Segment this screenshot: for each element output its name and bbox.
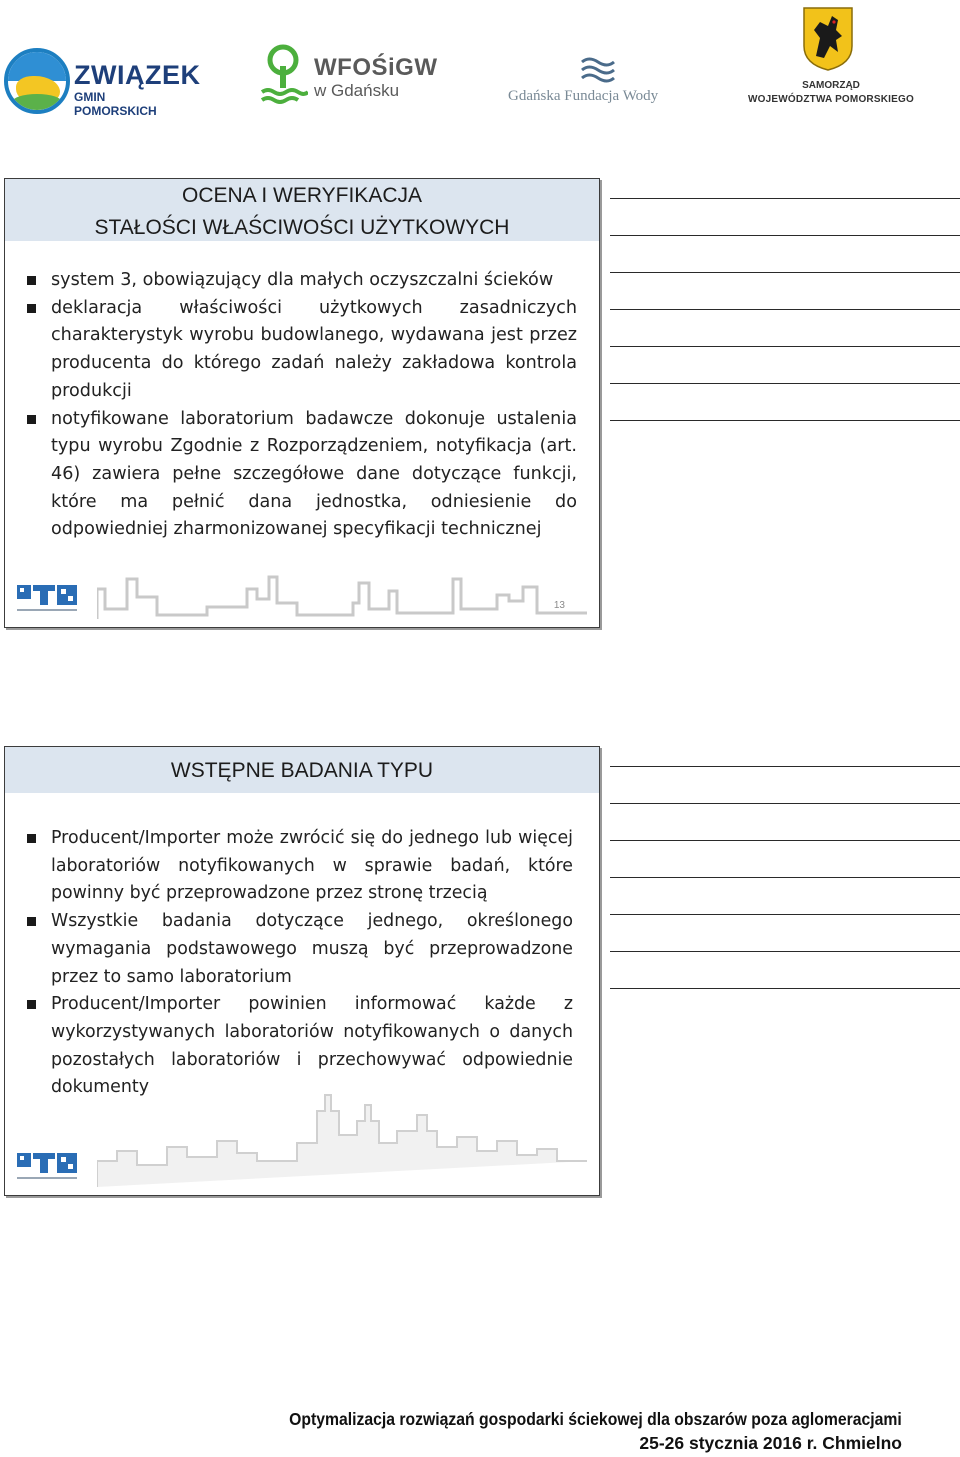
waves-icon [580, 56, 616, 84]
slide-title-line1: OCENA I WERYFIKACJA [182, 184, 422, 207]
bullet-square-icon [27, 304, 36, 313]
slide-title [5, 179, 599, 241]
list-item: deklaracja właściwości użytkowych zasadniczych charakterystyk wyrobu budowlanego, wydawana jest przez producenta do którego zadań należy zakładowa kontrola produkcji [25, 295, 577, 406]
itb-logo-icon [15, 581, 85, 615]
city-skyline-decoration [97, 1091, 587, 1191]
bullet-list [25, 825, 573, 1102]
slide-footer [5, 569, 599, 627]
bullet-square-icon [27, 276, 36, 285]
slide-wstepne-badania-typu [4, 746, 600, 1196]
footer-conference-date: 25-26 stycznia 2016 r. Chmielno [639, 1433, 902, 1453]
city-skyline-decoration [97, 569, 587, 621]
itb-logo-icon [15, 1149, 85, 1183]
wfosigw-logo-line1: WFOŚiGW [314, 54, 438, 81]
tree-icon [258, 44, 308, 106]
slide-title-line2: STAŁOŚCI WŁAŚCIWOŚCI UŻYTKOWYCH [94, 216, 510, 239]
pomorze-map-icon [4, 48, 70, 114]
notes-lines-2 [610, 766, 960, 996]
zwiazek-gmin-logo [4, 46, 201, 118]
samorzad-logo-line1: SAMORZĄD [802, 80, 860, 91]
header-logos [0, 0, 960, 130]
slide-footer [5, 1085, 599, 1195]
samorzad-logo-line2: WOJEWÓDZTWA POMORSKIEGO [748, 94, 914, 105]
wfosigw-logo-line2: w Gdańsku [314, 81, 400, 100]
list-item: Wszystkie badania dotyczące jednego, określonego wymagania podstawowego muszą być przeprowadzone przez to samo laboratorium [25, 908, 573, 991]
notes-lines-1 [610, 198, 960, 428]
list-item: system 3, obowiązujący dla małych oczyszczalni ścieków [25, 267, 577, 295]
list-item: Producent/Importer może zwrócić się do jednego lub więcej laboratoriów notyfikowanych w sprawie badań, które powinny być przeprowadzone przez stronę trzecią [25, 825, 573, 908]
list-item: Producent/Importer powinien informować każde z wykorzystywanych laboratoriów notyfikowanych o danych pozostałych laboratoriów i przechowywać odpowiednie dokumenty [25, 991, 573, 1102]
bullet-list [25, 267, 577, 544]
zwiazek-logo-line2: GMIN POMORSKICH [74, 90, 157, 118]
slide-title [5, 747, 599, 793]
wfosigw-logo [258, 44, 448, 110]
bullet-square-icon [27, 917, 36, 926]
bullet-square-icon [27, 834, 36, 843]
slide-title-line1: WSTĘPNE BADANIA TYPU [170, 759, 434, 782]
gdanska-fundacja-wody-logo [506, 56, 692, 112]
list-item: notyfikowane laboratorium badawcze dokonuje ustalenia typu wyrobu Zgodnie z Rozporządzeniem, notyfikacja (art. 46) zawiera pełne szczegółowe dane dotyczące funkcji, które ma pełnić dana jednostka, odniesienie do odpowiedniej zharmonizowanej specyfikacji technicznej [25, 406, 577, 545]
bullet-square-icon [27, 1000, 36, 1009]
bullet-square-icon [27, 415, 36, 424]
slide-page-number: 13 [553, 600, 565, 611]
samorzad-wojewodztwa-logo [748, 6, 914, 116]
footer-conference-title: Optymalizacja rozwiązań gospodarki ściekowej dla obszarów poza aglomeracjami [289, 1409, 902, 1429]
griffin-shield-icon [802, 6, 854, 72]
gfw-logo-text: Gdańska Fundacja Wody [508, 88, 659, 104]
zwiazek-logo-line1: ZWIĄZEK [74, 60, 201, 90]
slide-ocena-weryfikacja [4, 178, 600, 628]
